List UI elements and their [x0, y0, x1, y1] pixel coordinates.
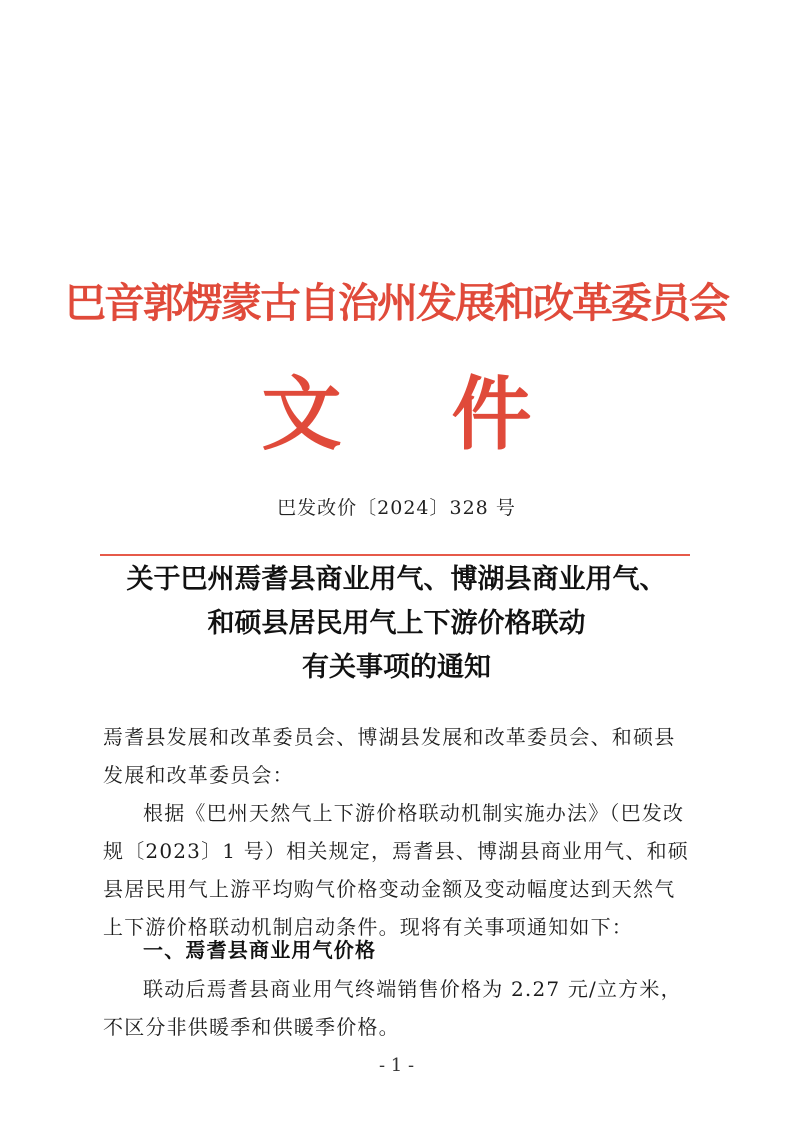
issuing-organization: 巴音郭楞蒙古自治州发展和改革委员会 [65, 279, 728, 327]
title-line-3: 有关事项的通知 [302, 652, 491, 683]
title-line-1: 关于巴州焉耆县商业用气、博湖县商业用气、 [126, 564, 667, 595]
red-divider-line [100, 554, 690, 556]
body-paragraph-1: 根据《巴州天然气上下游价格联动机制实施办法》（巴发改规〔2023〕1 号）相关规定，焉耆县、博湖县商业用气、和硕县居民用气上游平均购气价格变动金额及变动幅度达到天然气上下游价格联动机制启动条件。现将有关事项通知如下： [103, 801, 689, 939]
section-heading-1: 一、焉耆县商业用气价格 [143, 938, 377, 962]
document-number: 巴发改价〔2024〕328 号 [277, 497, 516, 519]
body-paragraph-2: 联动后焉耆县商业用气终端销售价格为 2.27 元/立方米，不区分非供暖季和供暖季价格。 [103, 977, 682, 1039]
document-type-label: 文件 [261, 367, 642, 461]
document-title [60, 558, 733, 690]
title-line-2: 和硕县居民用气上下游价格联动 [207, 608, 586, 639]
addressee: 焉耆县发展和改革委员会、博湖县发展和改革委员会、和硕县发展和改革委员会： [103, 725, 676, 787]
page-number: - 1 - [378, 1055, 415, 1076]
